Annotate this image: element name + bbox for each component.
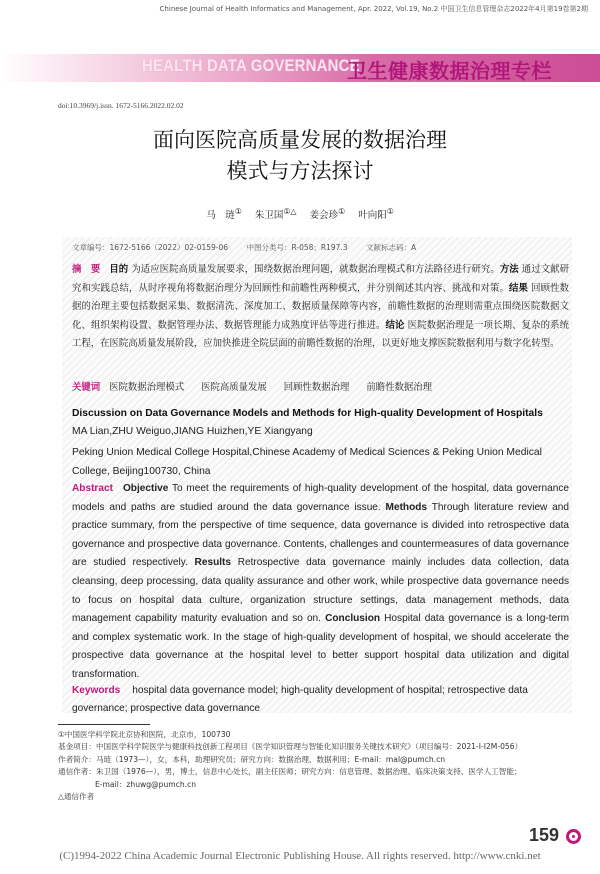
footnote-fund: 基金项目：中国医学科学院医学与健康科技创新工程项目《医学知识管理与智能化知识服务关键技术研究》（项目编号：2021-I-I2M-056） <box>58 742 523 752</box>
author: 马 琏① <box>206 207 242 222</box>
objective-heading: 目的 <box>109 264 129 275</box>
article-title <box>0 125 600 187</box>
results-heading: 结果 <box>508 282 528 294</box>
results-text: 回顾性数据的治理主要包括数据采集、数据清洗、深度加工、数据质量保障等内容，前瞻性数据的治理则需重点围绕医院数据文化、组织架构设置、数据管理办法、数据管理能力成熟度评估等进行推进。 <box>72 282 569 331</box>
methods-text: Through literature review and practice summary, from the perspective of time sequence, data governance is divided into retrospective data governance and prospective data governance. Contents, challenges and countermeasures of data governance are studied respectively. <box>72 501 569 569</box>
keywords-text: hospital data governance model; high-quality development of hospital; retrospective data governance; prospective data governance <box>72 685 528 714</box>
footnote-corresponding: 通信作者：朱卫国（1976—），男，博士，信息中心处长，副主任医师；研究方向：信息管理、数据治理、临床决策支持、医学人工智能； <box>58 767 522 777</box>
footnote-author-info: 作者简介：马琏（1973—），女，本科，助理研究员；研究方向：数据治理、数据利用；E-mail：mal@pumch.cn <box>58 754 446 764</box>
results-text: Retrospective data governance mainly includes data collection, data cleansing, deep processing, data quality assurance and other work, while prospective data governance needs to focus on hospital data culture, organization structure settings, data management methods, data management capability maturity evaluation and so on. <box>72 557 569 625</box>
conclusion-heading: Conclusion <box>325 613 381 625</box>
classification-line <box>72 242 432 253</box>
objective-text: To meet the requirements of high-quality development of the hospital, data governance models and paths are studied around the data governance issue. <box>72 483 569 513</box>
footnote-corresponding-mark: △通信作者 <box>58 792 95 802</box>
footnote-affiliation: ①中国医学科学院北京协和医院，北京市，100730 <box>58 730 231 739</box>
keywords-label: 关键词 <box>72 382 101 393</box>
page-ring-icon <box>566 829 581 844</box>
conclusion-heading: 结论 <box>385 319 405 331</box>
chinese-keywords <box>72 379 569 393</box>
article-title-line-2: 模式与方法探讨 <box>226 159 374 183</box>
column-banner <box>0 54 600 82</box>
keyword[interactable]: 前瞻性数据治理 <box>366 382 433 393</box>
journal-citation-line: Chinese Journal of Health Informatics and Management, Apr. 2022, Vol.19, No.2 中国卫生信息管理杂志2022年4月第19卷第2期 <box>159 5 588 13</box>
author: 叶向阳① <box>358 207 394 222</box>
author: 姜会珍① <box>309 207 346 222</box>
chinese-abstract <box>72 261 569 354</box>
doi-line[interactable]: doi:10.3969/j.issn. 1672-5166.2022.02.02 <box>58 101 184 110</box>
article-number: 文章编号：1672-5166（2022）02-0159-06 <box>72 243 229 252</box>
footnotes <box>58 729 578 803</box>
keyword[interactable]: 医院数据治理模式 <box>109 382 185 393</box>
keyword[interactable]: 回顾性数据治理 <box>283 382 350 393</box>
banner-chinese-title: 卫生健康数据治理专栏 <box>347 59 552 83</box>
clc-number: 中图分类号：R-058；R197.3 <box>246 243 348 252</box>
abstract-label: 摘 要 <box>72 264 101 275</box>
english-title: Discussion on Data Governance Models and Methods for High-quality Development of Hospitals <box>72 408 543 419</box>
methods-text: 通过文献研究和实践总结，从时序视角将数据治理分为回顾性和前瞻性两种模式，并分别阐述其内容、挑战和对策。 <box>72 264 569 294</box>
conclusion-text: 医院数据治理是一项长期、复杂的系统工程，在医院高质量发展阶段，应加快推进全院层面的前瞻性数据的治理，以更好地支撑医院数据利用与数字化转型。 <box>72 319 569 349</box>
objective-text: 为适应医院高质量发展要求，围绕数据治理问题，就数据治理模式和方法路径进行研究。 <box>131 264 500 275</box>
english-affiliation: Peking Union Medical College Hospital,Chinese Academy of Medical Sciences & Peking Union Medical College, Beijing100730, China <box>72 447 542 477</box>
english-abstract <box>72 480 569 685</box>
english-authors: MA Lian,ZHU Weiguo,JIANG Huizhen,YE Xiangyang <box>72 426 313 437</box>
footnote-corresponding-email: E-mail：zhuwg@pumch.cn <box>95 779 197 789</box>
objective-heading: Objective <box>122 483 169 494</box>
footnote-rule <box>58 724 150 725</box>
abstract-label: Abstract <box>72 483 113 494</box>
results-heading: Results <box>194 557 232 569</box>
keyword[interactable]: 医院高质量发展 <box>201 382 267 393</box>
conclusion-text: Hospital data governance is a long-term and complex systematic work. In the stage of high-quality development of hospital, we should accelerate the prospective data governance at the hospital level to better support hospital data utilization and digital transformation. <box>72 613 569 680</box>
article-title-line-1: 面向医院高质量发展的数据治理 <box>153 128 447 152</box>
document-code: 文献标志码：A <box>365 243 417 252</box>
author-list <box>0 207 600 221</box>
methods-heading: 方法 <box>499 264 519 275</box>
english-keywords <box>72 682 569 718</box>
methods-heading: Methods <box>385 501 428 513</box>
page-number: 159 <box>529 825 560 845</box>
author: 朱卫国①△ <box>254 207 297 222</box>
keywords-label: Keywords <box>72 685 121 696</box>
banner-english-title: HEALTH DATA GOVERNANCE <box>142 56 360 75</box>
copyright-line: (C)1994-2022 China Academic Journal Electronic Publishing House. All rights reserved. http://www.cnki.net <box>59 850 541 862</box>
